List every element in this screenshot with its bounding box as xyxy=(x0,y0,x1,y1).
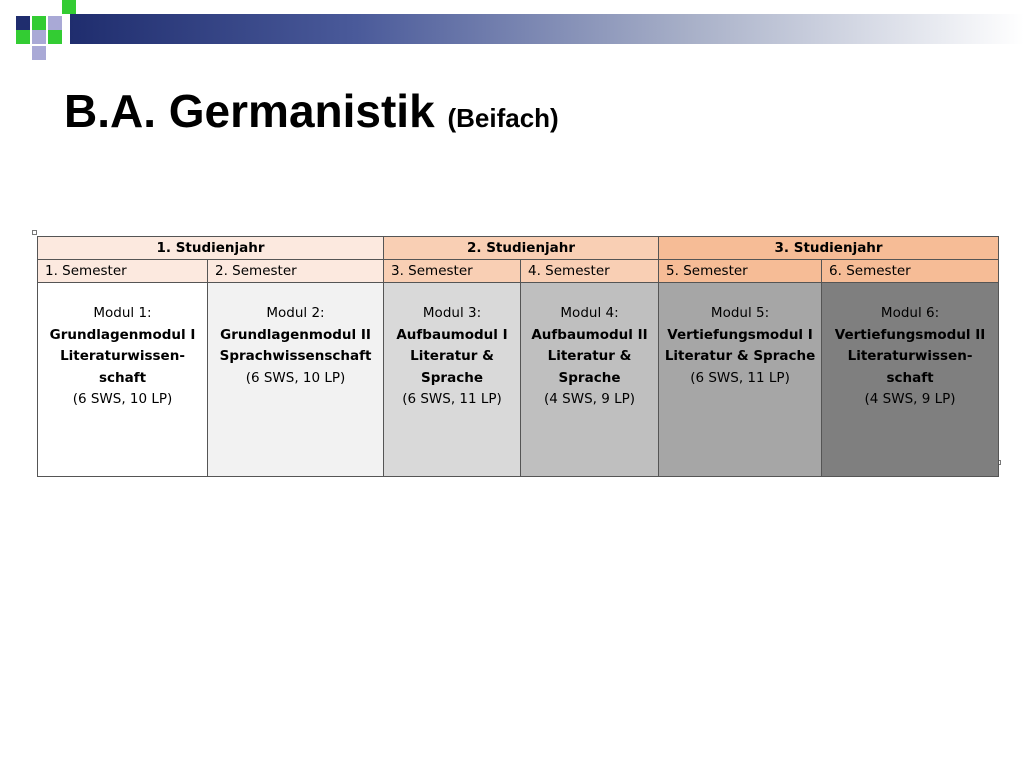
study-plan-table xyxy=(37,236,999,477)
module-cell-6 xyxy=(822,283,999,477)
module-name: Vertiefungsmodul II xyxy=(834,326,986,343)
module-topic: Literatur & xyxy=(547,348,632,364)
module-credits: (6 SWS, 11 LP) xyxy=(690,369,790,386)
module-cell-2 xyxy=(208,283,384,477)
module-topic: Literaturwissen- xyxy=(847,348,973,364)
module-topic: Sprachwissenschaft xyxy=(219,348,372,364)
header-square-green xyxy=(16,30,30,44)
slide-subtitle: (Beifach) xyxy=(447,103,559,133)
header-square-green xyxy=(32,16,46,30)
module-topic: schaft xyxy=(98,369,147,386)
semester-cell-1: 1. Semester xyxy=(38,260,208,283)
header-square-lavender xyxy=(32,46,46,60)
module-number: Modul 5: xyxy=(710,305,770,321)
module-credits: (4 SWS, 9 LP) xyxy=(544,391,636,407)
module-row xyxy=(38,283,999,477)
module-number: Modul 3: xyxy=(422,305,482,321)
module-credits: (6 SWS, 10 LP) xyxy=(72,391,173,407)
header-square-lavender xyxy=(32,30,46,44)
year-cell-3: 3. Studienjahr xyxy=(659,237,999,260)
module-credits: (6 SWS, 11 LP) xyxy=(402,391,502,407)
module-topic: Literatur & Sprache xyxy=(664,348,816,364)
module-topic: Sprache xyxy=(558,369,621,386)
semester-cell-2: 2. Semester xyxy=(208,260,384,283)
semester-cell-3: 3. Semester xyxy=(384,260,521,283)
module-credits: (4 SWS, 9 LP) xyxy=(864,391,956,407)
module-topic: Literaturwissen- xyxy=(60,348,185,364)
module-topic: schaft xyxy=(886,369,934,386)
header-square-lavender xyxy=(48,16,62,30)
module-name: Aufbaumodul I xyxy=(396,326,508,343)
module-number: Modul 1: xyxy=(93,305,152,321)
header-gradient-bar xyxy=(70,14,1024,44)
module-cell-1 xyxy=(38,283,208,477)
module-number: Modul 4: xyxy=(560,305,619,321)
semester-cell-5: 5. Semester xyxy=(659,260,822,283)
header-square-green xyxy=(48,30,62,44)
module-name: Grundlagenmodul I xyxy=(49,326,196,343)
module-topic: Literatur & xyxy=(410,348,494,364)
semester-cell-4: 4. Semester xyxy=(521,260,659,283)
module-number: Modul 2: xyxy=(266,305,325,321)
year-row xyxy=(38,237,999,260)
module-name: Vertiefungsmodul I xyxy=(667,326,813,343)
module-name: Grundlagenmodul II xyxy=(220,326,371,343)
module-topic: Sprache xyxy=(421,369,483,386)
semester-row xyxy=(38,260,999,283)
selection-handle xyxy=(32,230,37,235)
year-cell-1: 1. Studienjahr xyxy=(38,237,384,260)
header-square-navy xyxy=(16,16,30,30)
slide-title xyxy=(64,85,559,137)
module-name: Aufbaumodul II xyxy=(531,326,648,343)
module-credits: (6 SWS, 10 LP) xyxy=(245,369,346,386)
module-number: Modul 6: xyxy=(880,305,940,321)
header-square-green xyxy=(62,0,76,14)
module-cell-3 xyxy=(384,283,521,477)
semester-cell-6: 6. Semester xyxy=(822,260,999,283)
module-cell-5 xyxy=(659,283,822,477)
year-cell-2: 2. Studienjahr xyxy=(384,237,659,260)
slide-title-main: B.A. Germanistik xyxy=(64,85,435,137)
module-cell-4 xyxy=(521,283,659,477)
